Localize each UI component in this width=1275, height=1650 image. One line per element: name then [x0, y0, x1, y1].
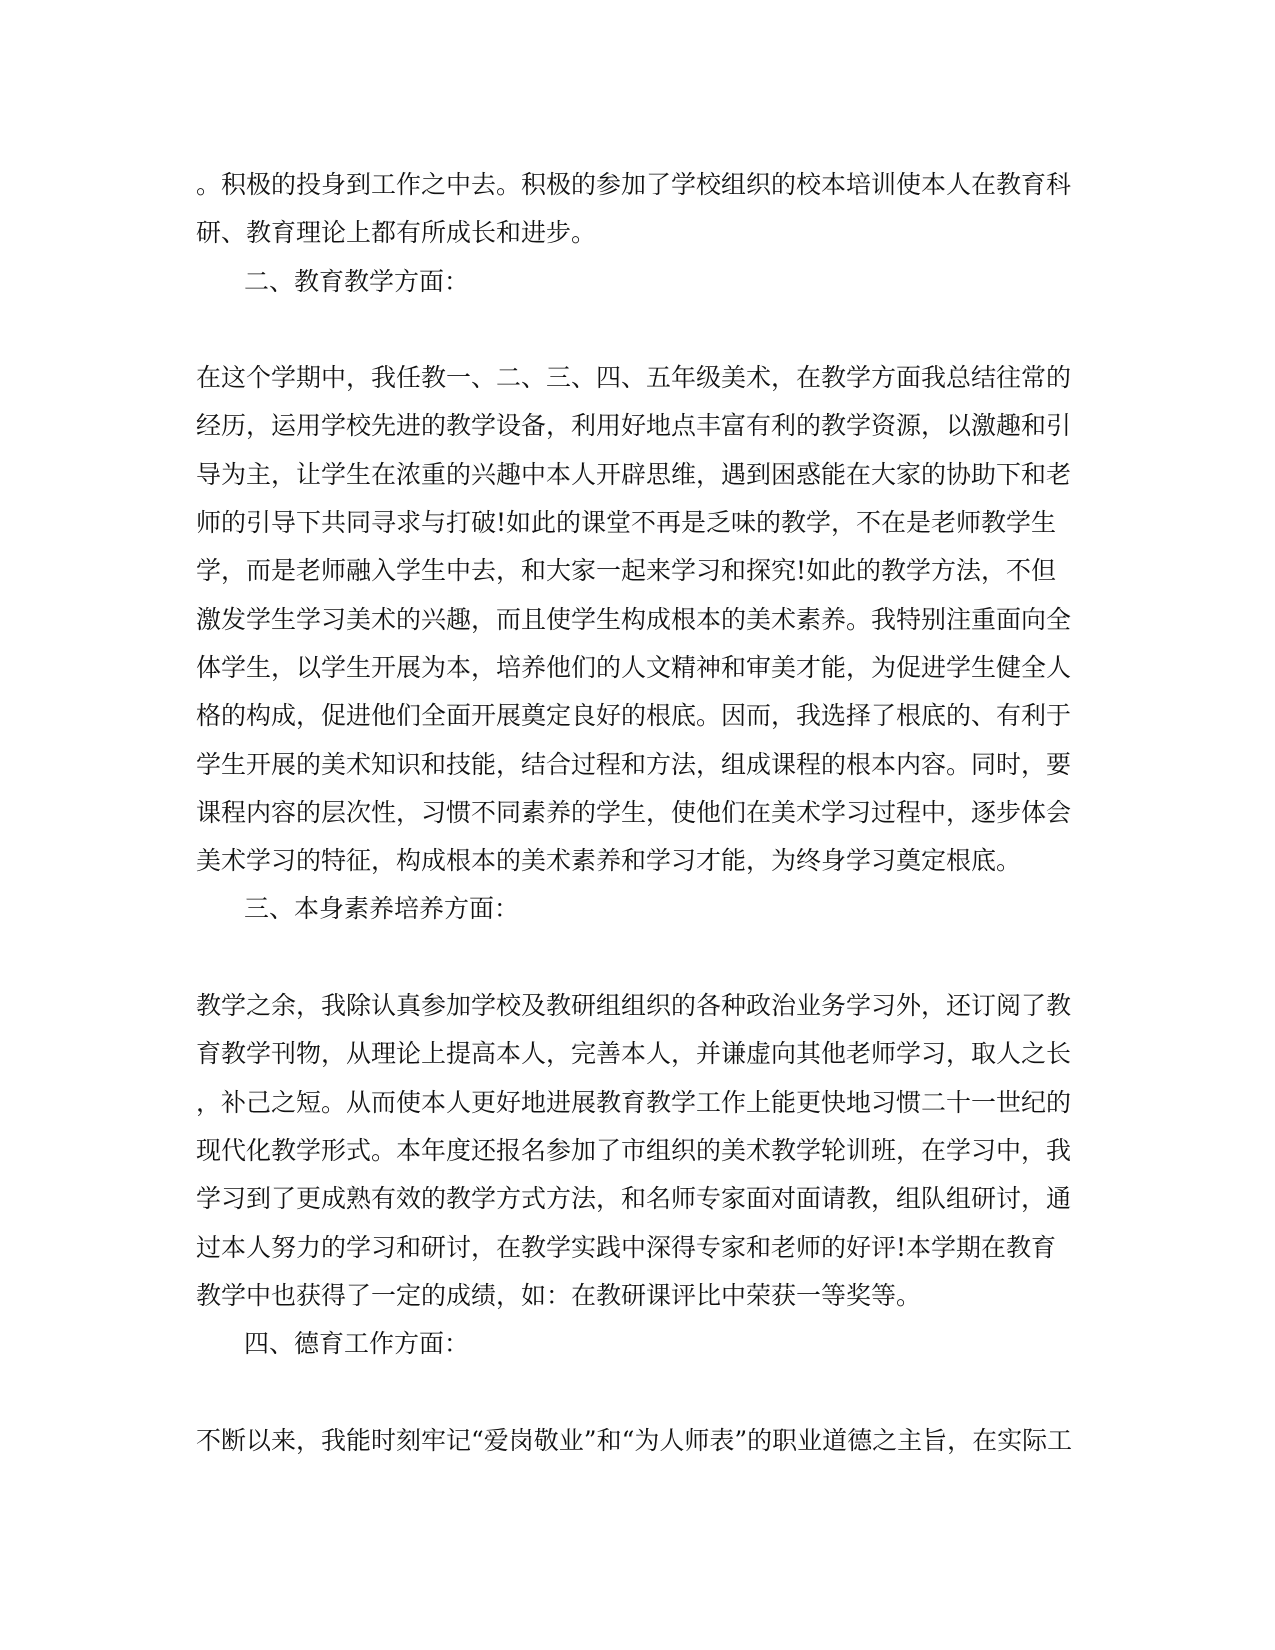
paragraph-line: 学生开展的美术知识和技能，结合过程和方法，组成课程的根本内容。同时，要: [196, 749, 1072, 779]
paragraph-gap: [196, 1368, 1076, 1416]
paragraph-line: 教学中也获得了一定的成绩，如：在教研课评比中荣获一等奖等。: [196, 1280, 922, 1310]
paragraph-line: 。积极的投身到工作之中去。积极的参加了学校组织的校本培训使本人在教育科: [196, 170, 1072, 199]
section-heading-moral-education: 四、德育工作方面：: [244, 1329, 470, 1359]
paragraph-line: 过本人努力的学习和研讨，在教学实践中深得专家和老师的好评!本学期在教育: [196, 1232, 1057, 1262]
paragraph-line: 教学之余，我除认真参加学校及教研组组织的各种政治业务学习外，还订阅了教: [196, 991, 1072, 1021]
paragraph-line: 体学生，以学生开展为本，培养他们的人文精神和审美才能，为促进学生健全人: [196, 652, 1072, 682]
section-heading-self-improvement: 三、本身素养培养方面：: [244, 894, 520, 924]
paragraph-line: 现代化教学形式。本年度还报名参加了市组织的美术教学轮训班，在学习中，我: [196, 1135, 1072, 1165]
document-body: [196, 161, 1076, 1465]
paragraph-line: 激发学生学习美术的兴趣，而且使学生构成根本的美术素养。我特别注重面向全: [196, 604, 1072, 634]
paragraph-line: 研、教育理论上都有所成长和进步。: [196, 218, 597, 248]
paragraph-line: ，补己之短。从而使本人更好地进展教育教学工作上能更快地习惯二十一世纪的: [196, 1087, 1072, 1117]
paragraph-line: 不断以来，我能时刻牢记“爱岗敬业”和“为人师表”的职业道德之主旨，在实际工: [196, 1425, 1073, 1455]
paragraph-line: 育教学刊物，从理论上提高本人，完善本人，并谦虚向其他老师学习，取人之长: [196, 1039, 1072, 1069]
paragraph-line: 导为主，让学生在浓重的兴趣中本人开辟思维，遇到困惑能在大家的协助下和老: [196, 459, 1072, 489]
paragraph-line: 课程内容的层次性，习惯不同素养的学生，使他们在美术学习过程中，逐步体会: [196, 797, 1072, 827]
paragraph-gap: [196, 934, 1076, 982]
paragraph-line: 经历，运用学校先进的教学设备，利用好地点丰富有利的教学资源，以激趣和引: [196, 411, 1072, 441]
paragraph-line: 美术学习的特征，构成根本的美术素养和学习才能，为终身学习奠定根底。: [196, 846, 1022, 876]
paragraph-line: 格的构成，促进他们全面开展奠定良好的根底。因而，我选择了根底的、有利于: [196, 701, 1072, 731]
paragraph-line: 师的引导下共同寻求与打破!如此的课堂不再是乏味的教学，不在是老师教学生: [196, 508, 1057, 538]
paragraph-line: 在这个学期中，我任教一、二、三、四、五年级美术，在教学方面我总结往常的: [196, 363, 1072, 393]
paragraph-line: 学，而是老师融入学生中去，和大家一起来学习和探究!如此的教学方法，不但: [196, 556, 1057, 586]
paragraph-gap: [196, 306, 1076, 354]
paragraph-line: 学习到了更成熟有效的教学方式方法，和名师专家面对面请教，组队组研讨，通: [196, 1184, 1072, 1214]
section-heading-teaching: 二、教育教学方面：: [244, 266, 470, 296]
